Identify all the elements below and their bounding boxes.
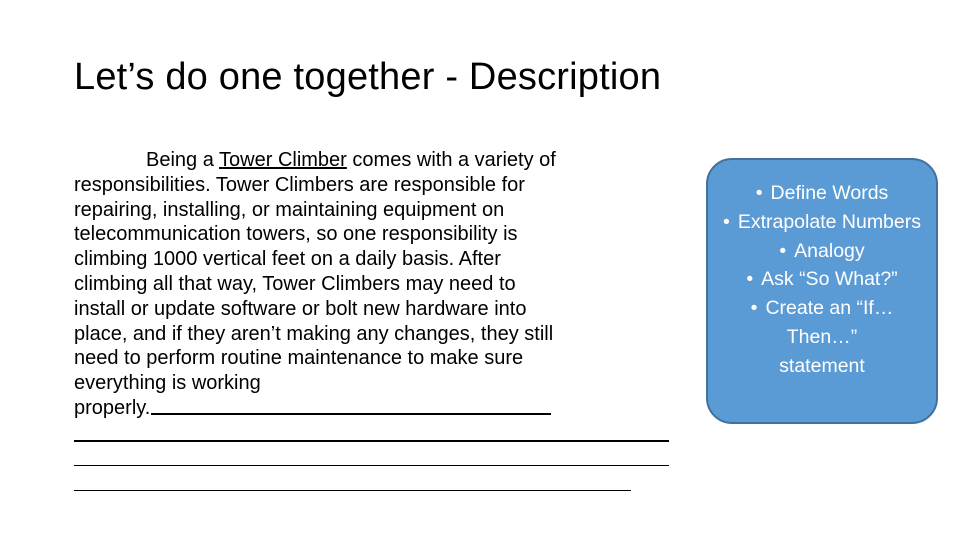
bullet-icon: • bbox=[779, 239, 787, 262]
paragraph-line-5: climbing 1000 vertical feet on a daily basis. After bbox=[74, 248, 501, 271]
strategy-item-so-what bbox=[708, 265, 936, 294]
paragraph-line-7: install or update software or bolt new hardware into bbox=[74, 297, 527, 320]
lead-in-text: Being a bbox=[146, 149, 220, 171]
bullet-icon: • bbox=[755, 182, 763, 204]
answer-blank-line-2 bbox=[74, 446, 674, 471]
paragraph-line-text: properly. bbox=[74, 396, 151, 419]
strategy-list bbox=[708, 179, 936, 381]
answer-rule bbox=[74, 465, 669, 467]
underlined-term: Tower Climber bbox=[219, 149, 347, 171]
answer-blank-inline bbox=[151, 413, 551, 415]
paragraph-line-9: need to perform routine maintenance to make sure bbox=[74, 347, 524, 370]
answer-blank-line-3 bbox=[74, 470, 674, 495]
strategy-item-if-then bbox=[708, 294, 936, 380]
strategy-item-label: Extrapolate Numbers bbox=[737, 210, 921, 233]
paragraph-line-3: repairing, installing, or maintaining equipment on bbox=[74, 198, 505, 221]
bullet-icon: • bbox=[750, 297, 758, 320]
strategy-item-label: Define Words bbox=[770, 182, 889, 204]
description-paragraph bbox=[74, 148, 674, 495]
strategy-item-label: Analogy bbox=[794, 239, 865, 262]
paragraph-line-2: responsibilities. Tower Climbers are responsible for bbox=[74, 173, 525, 196]
bullet-icon: • bbox=[723, 210, 730, 233]
strategy-item-label: Create an “If…Then…” statement bbox=[765, 297, 894, 377]
answer-rule bbox=[74, 490, 631, 492]
paragraph-line-8: place, and if they aren’t making any changes, they still bbox=[74, 322, 554, 345]
strategy-callout-box bbox=[706, 158, 938, 424]
bullet-icon: • bbox=[746, 268, 754, 291]
paragraph-line-1 bbox=[74, 148, 674, 173]
paragraph-line-11 bbox=[74, 396, 674, 421]
answer-blank-line-1 bbox=[74, 421, 674, 446]
strategy-item-analogy bbox=[708, 237, 936, 266]
strategy-item-define-words bbox=[708, 179, 936, 208]
paragraph-line-4: telecommunication towers, so one responsibility is bbox=[74, 223, 518, 246]
answer-rule bbox=[74, 440, 669, 442]
slide-title: Let’s do one together - Description bbox=[74, 56, 662, 98]
strategy-item-extrapolate bbox=[708, 208, 936, 237]
paragraph-line-10: everything is working bbox=[74, 372, 261, 395]
strategy-item-label: Ask “So What?” bbox=[761, 268, 898, 291]
paragraph-line-6: climbing all that way, Tower Climbers may need to bbox=[74, 272, 516, 295]
paragraph-line-text: comes with a variety of bbox=[352, 149, 556, 171]
